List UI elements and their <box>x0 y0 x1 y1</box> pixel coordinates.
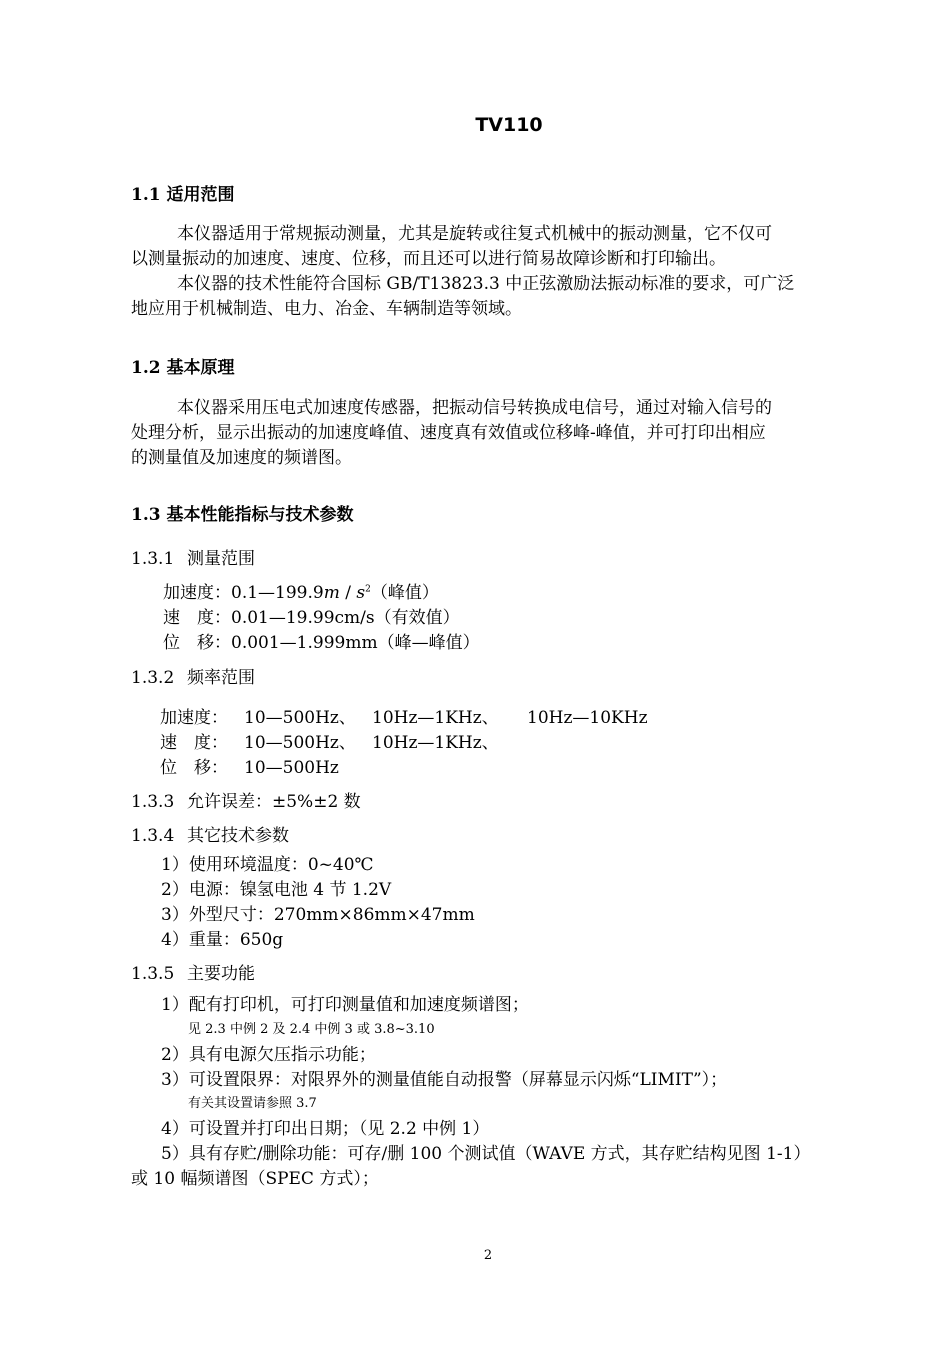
subsection-1-3-1 <box>131 544 255 569</box>
freq-acc-label: 加速度： <box>160 708 228 728</box>
subsection-title: 频率范围 <box>187 668 255 688</box>
function-item-3-note: 有关其设置请参照 3.7 <box>188 1096 317 1111</box>
unit-s: s <box>356 583 366 603</box>
function-item-5-line2: 或 10 幅频谱图（SPEC 方式）； <box>131 1169 379 1189</box>
subsection-number: 1.3.1 <box>131 549 175 569</box>
acc-label: 加速度： <box>163 583 231 603</box>
s1-p1-line2: 以测量振动的加速度、速度、位移，而且还可以进行简易故障诊断和打印输出。 <box>131 249 726 269</box>
list-item: 1）使用环境温度：0~40℃ <box>161 855 374 875</box>
subsection-title: 测量范围 <box>187 549 255 569</box>
range-velocity <box>163 603 460 628</box>
s2-line1: 本仪器采用压电式加速度传感器，把振动信号转换成电信号，通过对输入信号的 <box>177 398 772 418</box>
freq-vel-a: 10—500Hz、 <box>244 733 356 753</box>
s2-line2: 处理分析，显示出振动的加速度峰值、速度真有效值或位移峰-峰值，并可打印出相应 <box>131 423 766 443</box>
list-item: 2）电源：镍氢电池 4 节 1.2V <box>161 880 392 900</box>
freq-disp-label: 位 移： <box>160 758 228 778</box>
subsection-title: 主要功能 <box>187 964 255 984</box>
document-title: TV110 <box>475 114 543 136</box>
function-item-2: 2）具有电源欠压指示功能； <box>161 1045 376 1065</box>
s1-p2-line1: 本仪器的技术性能符合国标 GB/T13823.3 中正弦激励法振动标准的要求，可广泛 <box>177 274 795 294</box>
tolerance-text: 允许误差：±5%±2 数 <box>187 792 361 812</box>
function-item-1: 1）配有打印机，可打印测量值和加速度频谱图； <box>161 995 529 1015</box>
subsection-1-3-3 <box>131 787 361 812</box>
disp-value: 0.001—1.999mm（峰—峰值） <box>231 633 480 653</box>
subsection-1-3-4 <box>131 821 289 846</box>
section-heading-1-2: 1.2 基本原理 <box>131 358 235 378</box>
disp-label: 位 移： <box>163 633 231 653</box>
function-item-1-note: 见 2.3 中例 2 及 2.4 中例 3 或 3.8~3.10 <box>188 1022 435 1037</box>
freq-acc-b: 10Hz—1KHz、 <box>372 708 499 728</box>
list-item: 4）重量：650g <box>161 930 284 950</box>
function-item-4: 4）可设置并打印出日期；（见 2.2 中例 1） <box>161 1119 490 1139</box>
page-number: 2 <box>483 1248 493 1263</box>
acc-value: 0.1—199.9 <box>231 583 324 603</box>
subsection-number: 1.3.5 <box>131 964 175 984</box>
s1-p2-line2: 地应用于机械制造、电力、冶金、车辆制造等领域。 <box>131 299 522 319</box>
function-item-3: 3）可设置限界：对限界外的测量值能自动报警（屏幕显示闪烁“LIMIT”）； <box>161 1070 728 1090</box>
freq-vel-b: 10Hz—1KHz、 <box>372 733 499 753</box>
s1-p1-line1: 本仪器适用于常规振动测量，尤其是旋转或往复式机械中的振动测量，它不仅可 <box>177 224 772 244</box>
subsection-number: 1.3.4 <box>131 826 175 846</box>
section-heading-1-3: 1.3 基本性能指标与技术参数 <box>131 505 354 525</box>
freq-disp-a: 10—500Hz <box>244 758 339 778</box>
acc-note: （峰值） <box>370 583 439 603</box>
function-item-5-line1: 5）具有存贮/删除功能：可存/删 100 个测试值（WAVE 方式，其存贮结构见图 1-1） <box>161 1144 811 1164</box>
freq-acc-a: 10—500Hz、 <box>244 708 356 728</box>
freq-acceleration <box>160 703 648 728</box>
range-displacement <box>163 628 480 653</box>
freq-vel-label: 速 度： <box>160 733 228 753</box>
freq-displacement <box>160 753 339 778</box>
unit-slash: / <box>339 583 357 603</box>
freq-velocity <box>160 728 499 753</box>
list-item: 3）外型尺寸：270mm×86mm×47mm <box>161 905 475 925</box>
freq-acc-c: 10Hz—10KHz <box>527 708 648 728</box>
subsection-number: 1.3.3 <box>131 792 175 812</box>
subsection-number: 1.3.2 <box>131 668 175 688</box>
range-acceleration <box>163 578 439 603</box>
unit-m: m <box>323 583 340 603</box>
vel-label: 速 度： <box>163 608 231 628</box>
subsection-1-3-5 <box>131 959 255 984</box>
unit-exponent: 2 <box>365 584 371 595</box>
subsection-title: 其它技术参数 <box>187 826 289 846</box>
s2-line3: 的测量值及加速度的频谱图。 <box>131 448 352 468</box>
section-heading-1-1: 1.1 适用范围 <box>131 185 235 205</box>
vel-value: 0.01—19.99cm/s（有效值） <box>231 608 460 628</box>
subsection-1-3-2 <box>131 663 255 688</box>
